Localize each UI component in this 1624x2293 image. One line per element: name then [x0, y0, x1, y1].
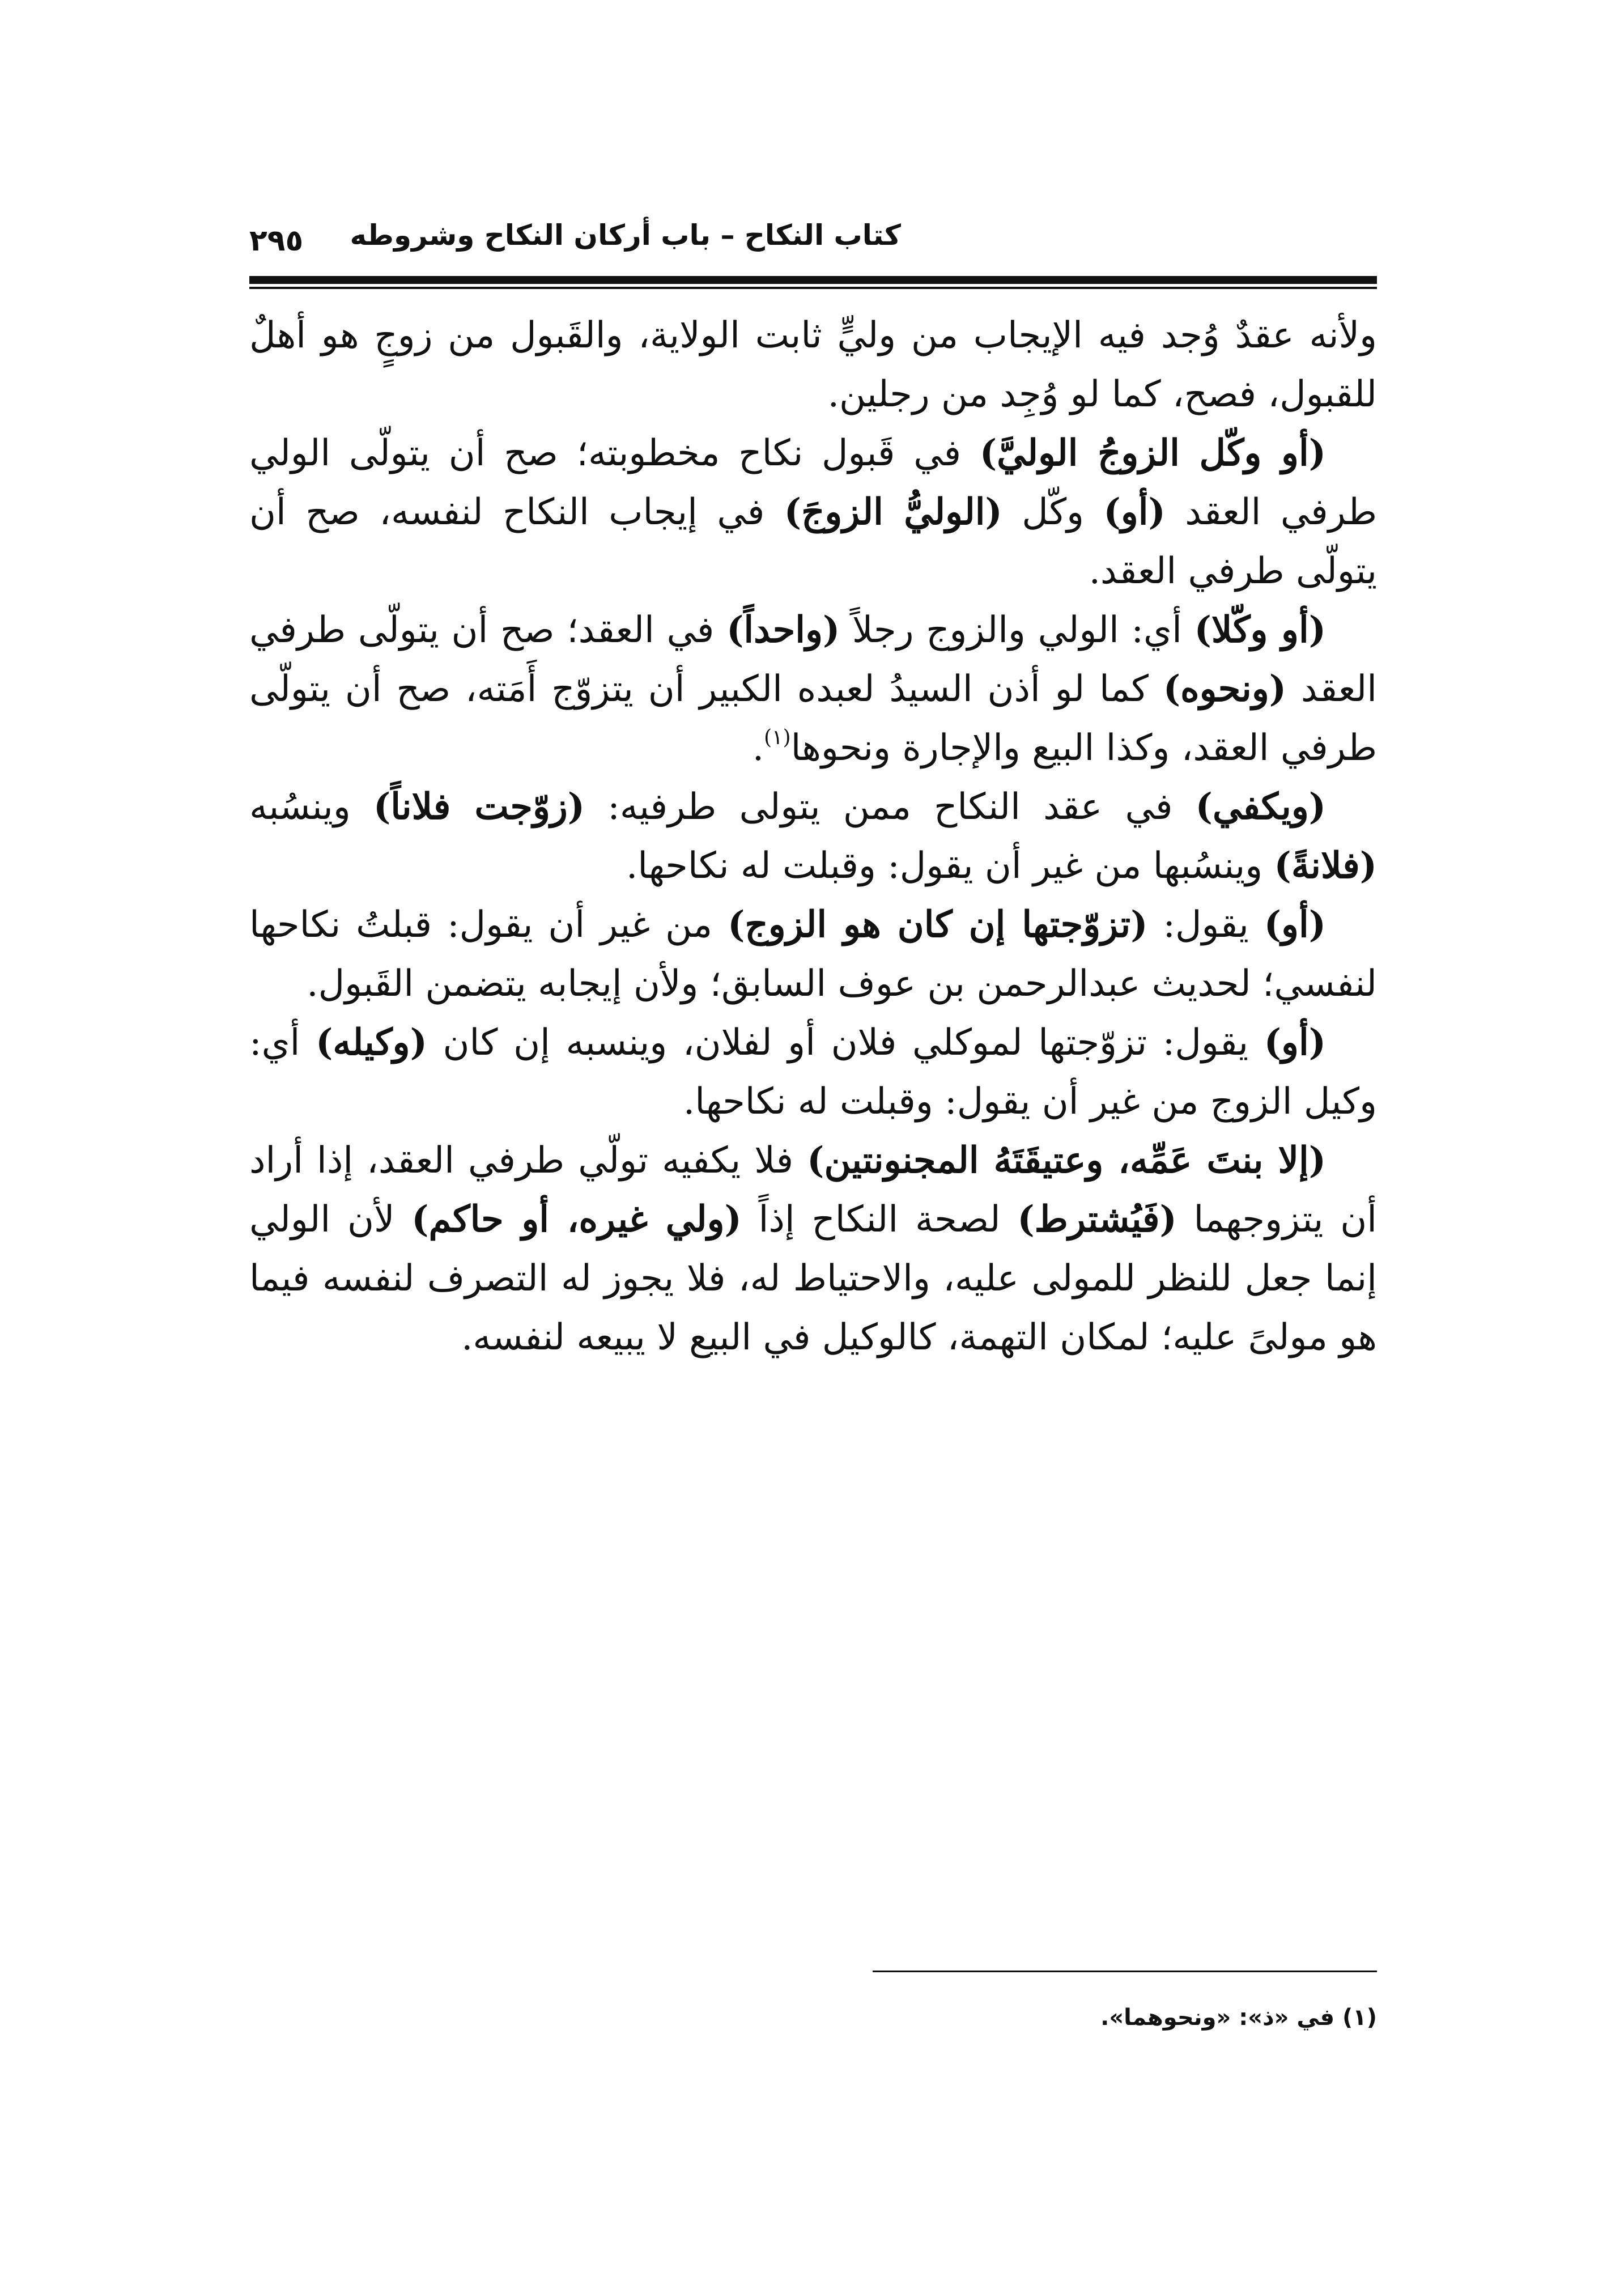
sharh-text: فلا يكفيه تولّي طرفي العقد، إذا أراد أن يتزوجهما: [249, 1140, 1377, 1241]
sharh-text: من غير أن يقول: قبلتُ نكاحها لنفسي؛ لحديث عبدالرحمن بن عوف السابق؛ ولأن إيجابه يتضمن القَبول.: [249, 904, 1377, 1005]
sharh-text: وينسُبه: [249, 786, 373, 828]
matn-text: (ولي غيره، أو حاكم): [411, 1198, 742, 1241]
paragraph: [249, 1013, 1377, 1131]
footnote-separator: [873, 1971, 1377, 1972]
sharh-text: يقول: تزوّجتها لموكلي فلان أو لفلان، وينسبه إن كان: [427, 1022, 1264, 1064]
matn-text: (فَيُشترط): [1017, 1198, 1177, 1241]
paragraph: [249, 424, 1377, 601]
matn-text: (أو وكّل الزوجُ الوليَّ): [979, 432, 1327, 474]
matn-text: (ونحوه): [1163, 668, 1287, 710]
matn-text: (واحداً): [726, 609, 840, 651]
sharh-text: وكّل: [1002, 491, 1104, 533]
matn-text: (أو): [1264, 1021, 1327, 1064]
sharh-text: في قَبول نكاح مخطوبته؛ صح أن يتولّى الولي طرفي العقد: [249, 432, 1378, 533]
paragraph: [249, 601, 1377, 778]
sharh-text: لصحة النكاح إذاً: [741, 1199, 1018, 1241]
matn-text: (وكيله): [316, 1021, 427, 1064]
matn-text: (أو): [1264, 903, 1327, 946]
sharh-text: .: [752, 727, 764, 769]
sharh-text: كما لو أذن السيدُ لعبده الكبير أن يتزوّج أَمَته، صح أن يتولّى طرفي العقد، وكذا البيع والإجارة ونحوها: [249, 668, 1377, 769]
sharh-text: أي: وكيل الزوج من غير أن يقول: وقبلت له نكاحها.: [249, 1022, 1377, 1123]
matn-text: (إلا بنتَ عَمِّه، وعتيقَتَهُ المجنونتين): [807, 1139, 1327, 1182]
sharh-text: أي: الولي والزوج رجلاً: [840, 609, 1194, 651]
sharh-text: لأن الولي إنما جعل للنظر للمولى عليه، والاحتياط له، فلا يجوز له التصرف لنفسه فيما هو مولىً عليه؛ لمكان التهمة، كالوكيل في البيع لا يبيعه لنفسه.: [249, 1199, 1377, 1358]
sharh-text: وينسُبها من غير أن يقول: وقبلت له نكاحها.: [626, 845, 1274, 887]
sharh-text: في عقد النكاح ممن يتولى طرفيه:: [585, 786, 1196, 828]
footnote: (١) في «ذ»: «ونحوهما».: [1100, 2005, 1377, 2031]
paragraph: [249, 895, 1377, 1013]
matn-text: (أو وكّلا): [1194, 609, 1327, 651]
sharh-text: يقول:: [1147, 904, 1264, 946]
page-header: [249, 210, 1377, 272]
matn-text: (الوليُّ الزوجَ): [784, 491, 1002, 533]
paragraph: [249, 1131, 1377, 1367]
sharh-text: في إيجاب النكاح لنفسه، صح أن يتولّى طرفي العقد.: [249, 491, 1377, 592]
footnote-reference: (١): [764, 726, 791, 749]
paragraph: [249, 306, 1377, 424]
sharh-text: في العقد؛ صح أن يتولّى طرفي العقد: [249, 609, 1377, 710]
matn-text: (فلانةً): [1274, 844, 1377, 887]
paragraph: [249, 778, 1377, 895]
matn-text: (أو): [1103, 491, 1166, 533]
page-number: ٢٩٥: [249, 224, 304, 258]
header-rule-thin: [249, 287, 1377, 289]
header-rule-thick: [249, 276, 1377, 284]
running-title: كتاب النكاح – باب أركان النكاح وشروطه: [350, 219, 901, 252]
matn-text: (تزوّجتها إن كان هو الزوج): [728, 903, 1148, 946]
matn-text: (زوّجت فلاناً): [373, 785, 585, 828]
sharh-text: ولأنه عقدٌ وُجد فيه الإيجاب من وليٍّ ثابت الولاية، والقَبول من زوجٍ هو أهلٌ للقبول، فصح، كما لو وُجِد من رجلين.: [249, 315, 1377, 415]
body-text: [249, 306, 1377, 1367]
matn-text: (ويكفي): [1195, 785, 1327, 828]
